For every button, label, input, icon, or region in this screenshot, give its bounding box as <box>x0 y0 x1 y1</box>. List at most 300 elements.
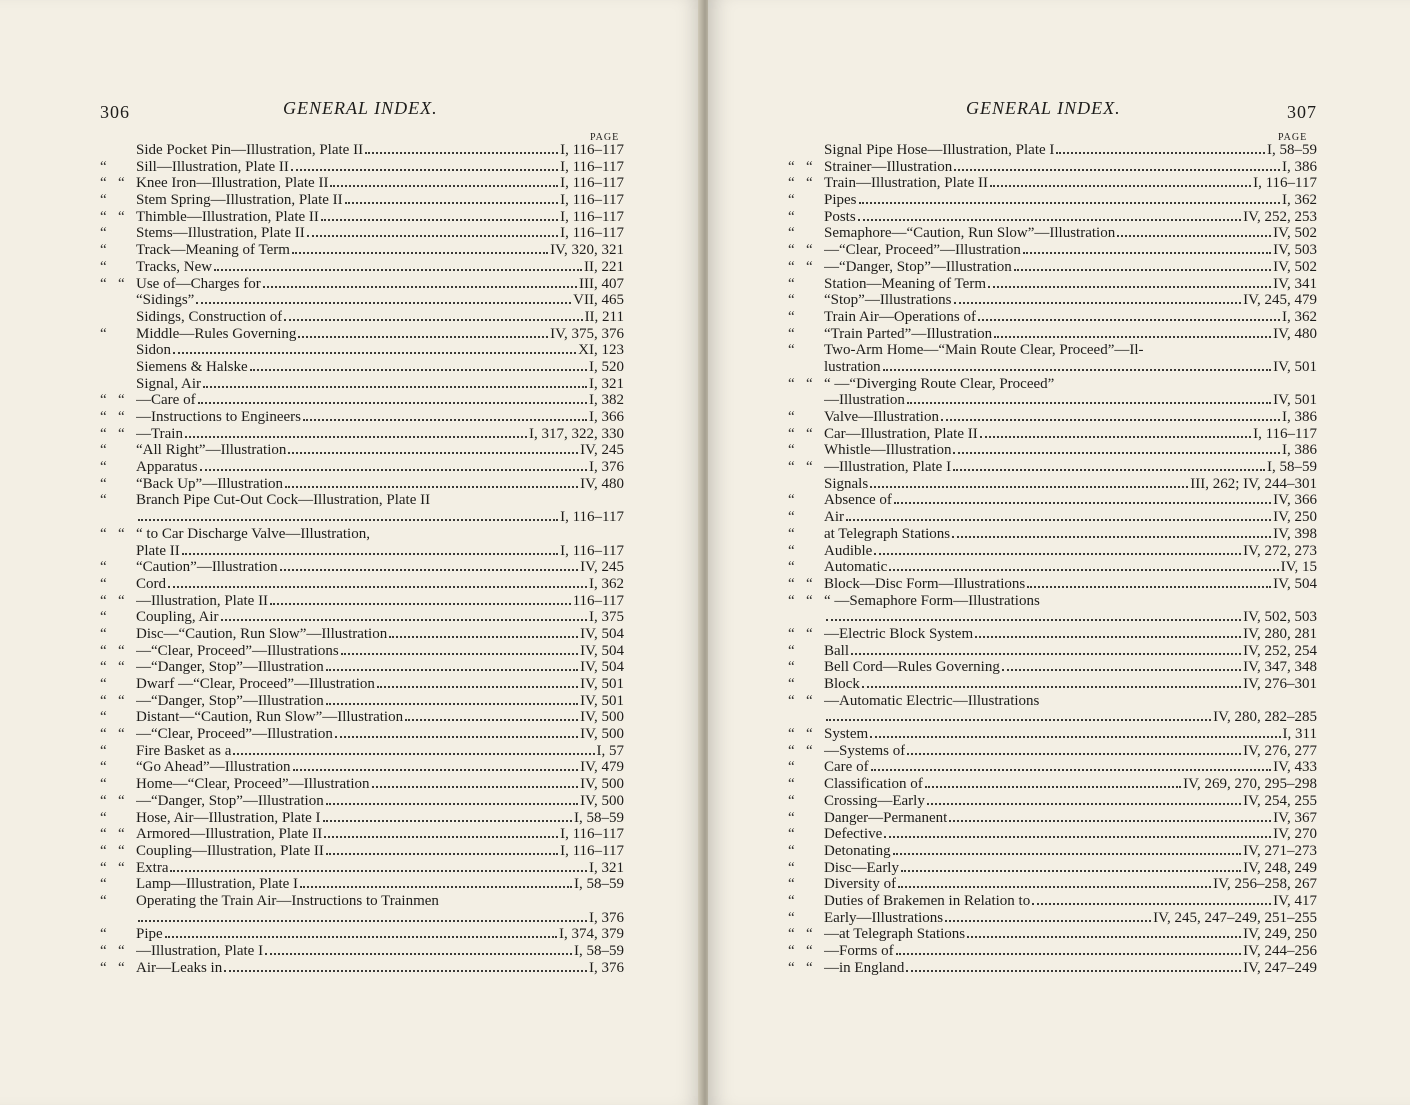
index-entry <box>788 559 1317 576</box>
index-entry <box>100 860 624 877</box>
entry-text: Coupling, Air <box>136 609 219 626</box>
leader-dots <box>862 686 1241 688</box>
page-reference: I, 317, 322, 330 <box>529 425 624 442</box>
entry-text: Side Pocket Pin—Illustration, Plate II <box>136 142 364 158</box>
right-page <box>708 0 1410 1105</box>
ditto-mark: “ <box>100 409 107 425</box>
index-entry <box>788 142 1317 159</box>
right-index-entries <box>788 142 1317 976</box>
ditto-mark: “ <box>100 809 107 826</box>
entry-text: —Instructions to Engineers <box>136 409 301 425</box>
ditto-mark: “ <box>806 425 813 442</box>
leader-dots <box>826 719 1211 721</box>
leader-dots <box>851 653 1241 655</box>
page-reference: I, 116–117 <box>560 225 624 242</box>
index-entry <box>788 876 1317 893</box>
leader-dots <box>138 920 587 922</box>
ditto-mark: “ <box>806 158 813 175</box>
page-reference: I, 366 <box>589 409 624 425</box>
leader-dots <box>927 803 1241 805</box>
leader-dots <box>377 686 578 688</box>
leader-dots <box>859 202 1280 204</box>
ditto-mark: “ <box>100 676 107 692</box>
index-entry <box>100 576 624 593</box>
entry-text: Air—Leaks in <box>136 959 223 976</box>
page-reference: I, 116–117 <box>560 208 624 225</box>
leader-dots <box>288 452 578 454</box>
entry-text: Stems—Illustration, Plate II <box>136 225 305 242</box>
page-reference: IV, 252, 254 <box>1243 642 1317 659</box>
ditto-mark: “ <box>100 258 107 275</box>
index-entry <box>788 159 1317 176</box>
page-reference: IV, 479 <box>580 759 624 776</box>
ditto-mark: “ <box>118 792 125 809</box>
page-reference: IV, 504 <box>580 659 624 676</box>
entry-text: —Illustration, Plate I <box>824 459 952 476</box>
page-reference: IV, 501 <box>1273 358 1317 375</box>
index-entry <box>100 676 624 693</box>
page-reference: IV, 341 <box>1273 275 1317 292</box>
leader-dots <box>389 636 578 638</box>
ditto-mark: “ <box>100 692 107 709</box>
entry-text: —Automatic Electric—Illustrations <box>824 692 1040 709</box>
index-entry <box>100 926 624 943</box>
index-entry <box>100 326 624 343</box>
ditto-mark: “ <box>100 175 107 192</box>
entry-text: “Back Up”—Illustration <box>136 475 284 492</box>
leader-dots <box>975 636 1241 638</box>
entry-text: Signals <box>824 475 869 492</box>
ditto-mark: “ <box>806 459 813 476</box>
entry-text: Train Air—Operations of <box>824 308 976 325</box>
ditto-mark: “ <box>788 292 795 309</box>
page-reference: XI, 123 <box>578 342 624 359</box>
index-entry <box>788 726 1317 743</box>
entry-text: Two-Arm Home—“Main Route Clear, Proceed”—Il- <box>824 342 1144 359</box>
entry-text: Audible <box>824 542 873 559</box>
index-entry <box>100 893 624 910</box>
page-reference: I, 58–59 <box>574 943 624 959</box>
ditto-mark: “ <box>806 625 813 642</box>
leader-dots <box>298 336 548 338</box>
entry-text: Signal Pipe Hose—Illustration, Plate I <box>824 142 1055 158</box>
page-reference: I, 382 <box>589 392 624 409</box>
entry-text: Diversity of <box>824 876 897 893</box>
page-reference: I, 321 <box>589 859 624 876</box>
index-entry <box>788 576 1317 593</box>
entry-text: Dwarf —“Clear, Proceed”—Illustration <box>136 676 375 692</box>
ditto-mark: “ <box>100 842 107 859</box>
index-entry <box>788 943 1317 960</box>
ditto-mark: “ <box>118 208 125 225</box>
entry-text: Thimble—Illustration, Plate II <box>136 208 319 225</box>
index-entry <box>100 392 624 409</box>
ditto-mark: “ <box>118 726 125 743</box>
index-entry <box>788 793 1317 810</box>
page-reference: IV, 271–273 <box>1243 842 1317 859</box>
index-entry <box>788 509 1317 526</box>
ditto-mark: “ <box>100 392 107 409</box>
page-reference: I, 321 <box>589 375 624 392</box>
index-entry <box>788 376 1317 393</box>
index-entry <box>788 192 1317 209</box>
entry-text: Extra <box>136 859 169 876</box>
ditto-mark: “ <box>100 859 107 876</box>
entry-text: Siemens & Halske <box>136 358 248 375</box>
page-reference: IV, 501 <box>580 692 624 709</box>
ditto-mark: “ <box>788 308 795 325</box>
ditto-mark: “ <box>788 742 795 759</box>
leader-dots <box>326 669 578 671</box>
index-entry <box>788 810 1317 827</box>
leader-dots <box>954 169 1280 171</box>
page-reference: I, 116–117 <box>560 842 624 859</box>
entry-text: “ —“Diverging Route Clear, Proceed” <box>824 375 1055 392</box>
leader-dots <box>941 419 1280 421</box>
ditto-mark: “ <box>100 709 107 726</box>
entry-text: Semaphore—“Caution, Run Slow”—Illustration <box>824 225 1116 242</box>
page-reference: I, 376 <box>589 459 624 476</box>
ditto-mark: “ <box>118 409 125 425</box>
ditto-mark: “ <box>806 726 813 743</box>
entry-text: System <box>824 726 869 743</box>
entry-text: “ to Car Discharge Valve—Illustration, <box>136 525 370 542</box>
leader-dots <box>372 786 579 788</box>
index-entry <box>788 476 1317 493</box>
entry-text: Sidings, Construction of <box>136 308 283 325</box>
ditto-mark: “ <box>100 425 107 442</box>
ditto-mark: “ <box>100 475 107 492</box>
page-reference: 116–117 <box>572 592 624 609</box>
entry-text: Middle—Rules Governing <box>136 325 297 342</box>
page-reference: I, 375 <box>589 609 624 626</box>
ditto-mark: “ <box>788 375 795 392</box>
page-reference: I, 116–117 <box>560 542 624 559</box>
ditto-mark: “ <box>118 175 125 192</box>
page-reference: I, 374, 379 <box>559 926 624 943</box>
leader-dots <box>173 352 576 354</box>
index-entry <box>100 259 624 276</box>
leader-dots <box>250 369 587 371</box>
leader-dots <box>945 920 1151 922</box>
leader-dots <box>326 853 558 855</box>
ditto-mark: “ <box>100 776 107 793</box>
entry-text: —Electric Block System <box>824 625 974 642</box>
entry-text: Cord <box>136 575 166 592</box>
ditto-mark: “ <box>788 409 795 425</box>
ditto-mark: “ <box>788 242 795 259</box>
entry-text: lustration <box>824 358 881 375</box>
page-reference: I, 58–59 <box>1267 142 1317 158</box>
page-reference: VII, 465 <box>573 292 624 309</box>
leader-dots <box>326 703 578 705</box>
ditto-mark: “ <box>100 158 107 175</box>
entry-text: —Illustration, Plate II <box>136 592 269 609</box>
entry-text: Tracks, New <box>136 258 213 275</box>
ditto-mark: “ <box>788 208 795 225</box>
index-entry <box>100 960 624 977</box>
leader-dots <box>988 286 1271 288</box>
ditto-mark: “ <box>788 625 795 642</box>
ditto-mark: “ <box>788 342 795 359</box>
leader-dots <box>284 319 582 321</box>
ditto-mark: “ <box>788 575 795 592</box>
entry-text: “Stop”—Illustrations <box>824 292 952 309</box>
index-entry <box>788 826 1317 843</box>
index-entry <box>788 609 1317 626</box>
entry-text: —Train <box>136 425 183 442</box>
ditto-mark: “ <box>118 943 125 959</box>
ditto-mark: “ <box>788 692 795 709</box>
index-entry <box>100 175 624 192</box>
entry-text: —Illustration <box>824 392 905 409</box>
ditto-mark: “ <box>788 258 795 275</box>
index-entry <box>100 726 624 743</box>
entry-text: Sill—Illustration, Plate II <box>136 158 289 175</box>
index-entry <box>100 276 624 293</box>
leader-dots <box>896 953 1242 955</box>
index-entry <box>788 910 1317 927</box>
leader-dots <box>138 519 558 521</box>
ditto-mark: “ <box>100 559 107 576</box>
leader-dots <box>170 870 587 872</box>
index-entry <box>100 843 624 860</box>
ditto-mark: “ <box>788 842 795 859</box>
index-entry <box>100 426 624 443</box>
index-entry <box>100 659 624 676</box>
page-reference: III, 262; IV, 244–301 <box>1190 475 1317 492</box>
leader-dots <box>907 402 1271 404</box>
ditto-mark: “ <box>100 892 107 909</box>
ditto-mark: “ <box>806 375 813 392</box>
ditto-mark: “ <box>806 258 813 275</box>
page-reference: IV, 502, 503 <box>1243 609 1317 626</box>
page-reference: I, 58–59 <box>574 876 624 893</box>
page-reference: IV, 245 <box>580 559 624 576</box>
index-entry <box>100 943 624 960</box>
ditto-mark: “ <box>788 592 795 609</box>
leader-dots <box>884 836 1271 838</box>
entry-text: Absence of <box>824 492 892 509</box>
ditto-mark: “ <box>118 392 125 409</box>
entry-text: Ball <box>824 642 849 659</box>
index-entry <box>100 509 624 526</box>
leader-dots <box>280 569 578 571</box>
index-entry <box>100 292 624 309</box>
leader-dots <box>291 169 558 171</box>
entry-text: Disc—Early <box>824 859 899 876</box>
index-entry <box>100 609 624 626</box>
left-page-number: 306 <box>100 102 130 122</box>
ditto-mark: “ <box>806 742 813 759</box>
ditto-mark: “ <box>788 642 795 659</box>
page-reference: I, 116–117 <box>560 509 624 526</box>
index-entry <box>100 593 624 610</box>
leader-dots <box>165 936 557 938</box>
page-reference: IV, 269, 270, 295–298 <box>1183 776 1317 793</box>
ditto-mark: “ <box>100 325 107 342</box>
entry-text: Whistle—Illustration <box>824 442 952 459</box>
page-reference: I, 362 <box>1282 192 1317 209</box>
index-entry <box>100 359 624 376</box>
left-page-title: GENERAL INDEX. <box>283 98 438 118</box>
ditto-mark: “ <box>100 792 107 809</box>
page-reference: I, 520 <box>589 358 624 375</box>
entry-text: Detonating <box>824 842 891 859</box>
left-index-entries <box>100 142 624 976</box>
ditto-mark: “ <box>100 208 107 225</box>
entry-text: Pipe <box>136 926 163 943</box>
ditto-mark: “ <box>788 659 795 676</box>
ditto-mark: “ <box>118 592 125 609</box>
index-entry <box>788 359 1317 376</box>
page-reference: IV, 504 <box>1273 575 1317 592</box>
leader-dots <box>994 336 1271 338</box>
leader-dots <box>196 302 571 304</box>
leader-dots <box>1014 269 1271 271</box>
page-reference: IV, 248, 249 <box>1243 859 1317 876</box>
leader-dots <box>321 219 558 221</box>
ditto-mark: “ <box>788 776 795 793</box>
index-entry <box>100 526 624 543</box>
leader-dots <box>883 369 1271 371</box>
ditto-mark: “ <box>100 726 107 743</box>
entry-text: Classification of <box>824 776 923 793</box>
leader-dots <box>341 653 578 655</box>
leader-dots <box>906 970 1241 972</box>
left-running-head <box>100 98 624 122</box>
leader-dots <box>925 786 1181 788</box>
entry-text: Block—Disc Form—Illustrations <box>824 575 1026 592</box>
entry-text: —“Danger, Stop”—Illustration <box>136 792 324 809</box>
index-entry <box>788 926 1317 943</box>
page-reference: II, 211 <box>584 308 624 325</box>
index-entry <box>100 876 624 893</box>
index-entry <box>100 192 624 209</box>
index-entry <box>100 559 624 576</box>
page-reference: I, 58–59 <box>1267 459 1317 476</box>
ditto-mark: “ <box>788 525 795 542</box>
entry-text: Valve—Illustration <box>824 409 939 425</box>
entry-text: Home—“Clear, Proceed”—Illustration <box>136 776 370 793</box>
index-entry <box>788 526 1317 543</box>
index-entry <box>100 409 624 426</box>
entry-text: —Care of <box>136 392 196 409</box>
ditto-mark: “ <box>806 959 813 976</box>
ditto-mark: “ <box>100 659 107 676</box>
ditto-mark: “ <box>788 826 795 843</box>
leader-dots <box>980 436 1251 438</box>
page-reference: II, 221 <box>584 258 624 275</box>
page-reference: IV, 256–258, 267 <box>1213 876 1317 893</box>
ditto-mark: “ <box>788 542 795 559</box>
page-reference: IV, 502 <box>1273 258 1317 275</box>
page-reference: IV, 347, 348 <box>1243 659 1317 676</box>
page-reference: IV, 501 <box>1273 392 1317 409</box>
page-reference: IV, 245, 247–249, 251–255 <box>1153 909 1317 926</box>
entry-text: Apparatus <box>136 459 198 476</box>
leader-dots <box>874 553 1241 555</box>
ditto-mark: “ <box>788 425 795 442</box>
page-reference: III, 407 <box>579 275 624 292</box>
ditto-mark: “ <box>118 826 125 843</box>
page-reference: I, 376 <box>589 959 624 976</box>
ditto-mark: “ <box>100 826 107 843</box>
entry-text: Bell Cord—Rules Governing <box>824 659 1000 676</box>
ditto-mark: “ <box>788 959 795 976</box>
index-entry <box>100 709 624 726</box>
leader-dots <box>324 836 558 838</box>
ditto-mark: “ <box>100 592 107 609</box>
ditto-mark: “ <box>788 225 795 242</box>
ditto-mark: “ <box>806 575 813 592</box>
entry-text: Knee Iron—Illustration, Plate II <box>136 175 329 192</box>
index-entry <box>788 326 1317 343</box>
leader-dots <box>858 219 1241 221</box>
page-reference: I, 116–117 <box>1253 175 1317 192</box>
entry-text: —in England <box>824 959 905 976</box>
index-entry <box>788 960 1317 977</box>
ditto-mark: “ <box>100 225 107 242</box>
ditto-mark: “ <box>118 692 125 709</box>
leader-dots <box>901 870 1241 872</box>
page-reference: IV, 244–256 <box>1243 943 1317 959</box>
page-reference: IV, 480 <box>580 475 624 492</box>
page-reference: IV, 270 <box>1273 826 1317 843</box>
page-reference: I, 386 <box>1282 409 1317 425</box>
ditto-mark: “ <box>788 892 795 909</box>
page-reference: IV, 247–249 <box>1243 959 1317 976</box>
leader-dots <box>365 152 558 154</box>
ditto-mark: “ <box>788 909 795 926</box>
ditto-mark: “ <box>100 442 107 459</box>
index-entry <box>100 342 624 359</box>
index-entry <box>788 893 1317 910</box>
page-reference: IV, 417 <box>1273 892 1317 909</box>
index-entry <box>788 409 1317 426</box>
ditto-mark: “ <box>788 275 795 292</box>
leader-dots <box>826 619 1241 621</box>
ditto-mark: “ <box>100 926 107 943</box>
entry-text: Early—Illustrations <box>824 909 944 926</box>
entry-text: Sidon <box>136 342 172 359</box>
leader-dots <box>198 402 587 404</box>
entry-text: —Systems of <box>824 742 906 759</box>
leader-dots <box>1023 252 1271 254</box>
entry-text: Track—Meaning of Term <box>136 242 290 259</box>
ditto-mark: “ <box>788 175 795 192</box>
leader-dots <box>168 586 587 588</box>
ditto-mark: “ <box>788 943 795 959</box>
page-reference: IV, 504 <box>580 642 624 659</box>
page-reference: IV, 15 <box>1280 559 1317 576</box>
leader-dots <box>293 769 579 771</box>
leader-dots <box>953 469 1265 471</box>
page-reference: I, 116–117 <box>560 142 624 158</box>
index-entry <box>788 759 1317 776</box>
ditto-mark: “ <box>100 459 107 476</box>
leader-dots <box>265 953 572 955</box>
leader-dots <box>200 469 587 471</box>
ditto-mark: “ <box>118 425 125 442</box>
entry-text: “ —Semaphore Form—Illustrations <box>824 592 1040 609</box>
leader-dots <box>292 252 548 254</box>
ditto-mark: “ <box>118 959 125 976</box>
ditto-mark: “ <box>806 242 813 259</box>
ditto-mark: “ <box>100 609 107 626</box>
ditto-mark: “ <box>100 575 107 592</box>
entry-text: Automatic <box>824 559 888 576</box>
